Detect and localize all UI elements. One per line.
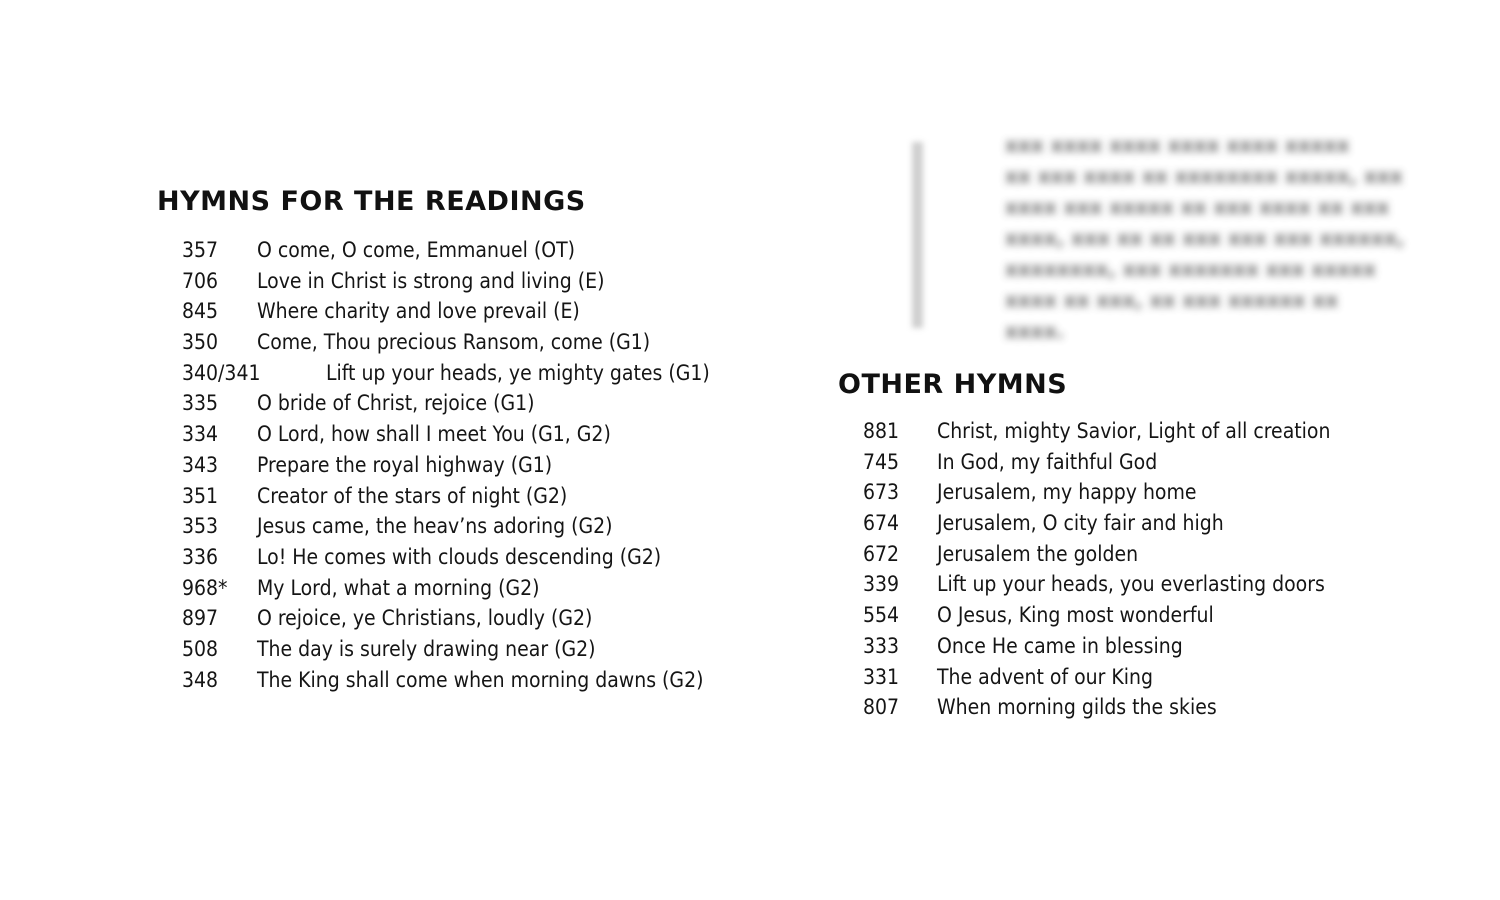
hymn-number: 343 bbox=[182, 452, 219, 477]
hymn-number: 353 bbox=[182, 514, 219, 539]
hymn-title: Lift up your heads, you everlasting doors bbox=[937, 572, 1325, 597]
hymn-title: Come, Thou precious Ransom, come (G1) bbox=[257, 330, 651, 355]
hymn-title: My Lord, what a morning (G2) bbox=[257, 575, 540, 600]
hymn-title: The day is surely drawing near (G2) bbox=[257, 636, 596, 661]
hymn-number: 334 bbox=[182, 422, 219, 447]
hymn-title: The advent of our King bbox=[937, 664, 1153, 689]
hymn-number: 672 bbox=[863, 541, 900, 566]
hymn-number: 554 bbox=[863, 603, 900, 628]
blurred-divider-rule bbox=[912, 142, 923, 328]
readings-section-title: HYMNS FOR THE READINGS bbox=[157, 186, 586, 217]
hymn-number: 881 bbox=[863, 419, 900, 443]
hymn-title: Jerusalem, my happy home bbox=[937, 480, 1197, 505]
hymn-number: 807 bbox=[863, 695, 900, 720]
hymn-number: 357 bbox=[182, 238, 219, 262]
hymn-title: O rejoice, ye Christians, loudly (G2) bbox=[257, 606, 593, 631]
hymn-title: O Jesus, King most wonderful bbox=[937, 603, 1214, 628]
hymn-title: The King shall come when morning dawns (G2) bbox=[257, 667, 704, 692]
hymn-title: Jerusalem, O city fair and high bbox=[937, 511, 1224, 536]
other-section-title: OTHER HYMNS bbox=[838, 369, 1068, 400]
blurred-text-fragment: xxx xxxx xxxx xxxx xxxx xxxxx xx xxx xxxx xx xxxxxxxx xxxxx, xxx xxxx xxx xxxxx xx xxx xxxx xx xxx xxxx, xxx xx xx xxx xxx xxx xxxxxx, xxxxxxxx, xxx xxxxxxx xxx xxxxx xxxx xx xxx, xx xxx xxxxxx xx xxxx. bbox=[1005, 133, 1405, 343]
hymn-number: 706 bbox=[182, 268, 219, 293]
hymn-title: Once He came in blessing bbox=[937, 633, 1183, 658]
hymn-number: 335 bbox=[182, 391, 219, 416]
hymn-title: Jesus came, the heav’ns adoring (G2) bbox=[257, 514, 613, 539]
hymn-title: Where charity and love prevail (E) bbox=[257, 299, 580, 324]
hymn-number: 348 bbox=[182, 667, 219, 692]
hymn-number: 350 bbox=[182, 330, 219, 355]
hymn-number: 336 bbox=[182, 544, 219, 569]
hymn-number: 351 bbox=[182, 483, 219, 508]
hymn-number: 340/341 bbox=[182, 360, 261, 385]
hymn-number: 745 bbox=[863, 449, 900, 474]
hymn-title: O bride of Christ, rejoice (G1) bbox=[257, 391, 535, 416]
hymn-title: Lo! He comes with clouds descending (G2) bbox=[257, 544, 662, 569]
hymn-number: 339 bbox=[863, 572, 900, 597]
hymn-title: Christ, mighty Savior, Light of all creation bbox=[937, 419, 1331, 443]
hymn-title: Love in Christ is strong and living (E) bbox=[257, 268, 605, 293]
hymn-title: O come, O come, Emmanuel (OT) bbox=[257, 238, 575, 262]
hymn-number: 333 bbox=[863, 633, 900, 658]
hymn-number: 508 bbox=[182, 636, 219, 661]
hymn-title: Jerusalem the golden bbox=[937, 541, 1139, 566]
hymn-number: 968* bbox=[182, 575, 228, 600]
hymn-number: 674 bbox=[863, 511, 900, 536]
hymn-number: 331 bbox=[863, 664, 900, 689]
hymn-number: 845 bbox=[182, 299, 219, 324]
hymn-title: Prepare the royal highway (G1) bbox=[257, 452, 553, 477]
hymn-number: 897 bbox=[182, 606, 219, 631]
hymn-title: When morning gilds the skies bbox=[937, 695, 1217, 720]
hymn-title: Creator of the stars of night (G2) bbox=[257, 483, 568, 508]
hymn-title: O Lord, how shall I meet You (G1, G2) bbox=[257, 422, 611, 447]
hymn-title: In God, my faithful God bbox=[937, 449, 1158, 474]
hymn-title: Lift up your heads, ye mighty gates (G1) bbox=[326, 360, 710, 385]
hymn-number: 673 bbox=[863, 480, 900, 505]
